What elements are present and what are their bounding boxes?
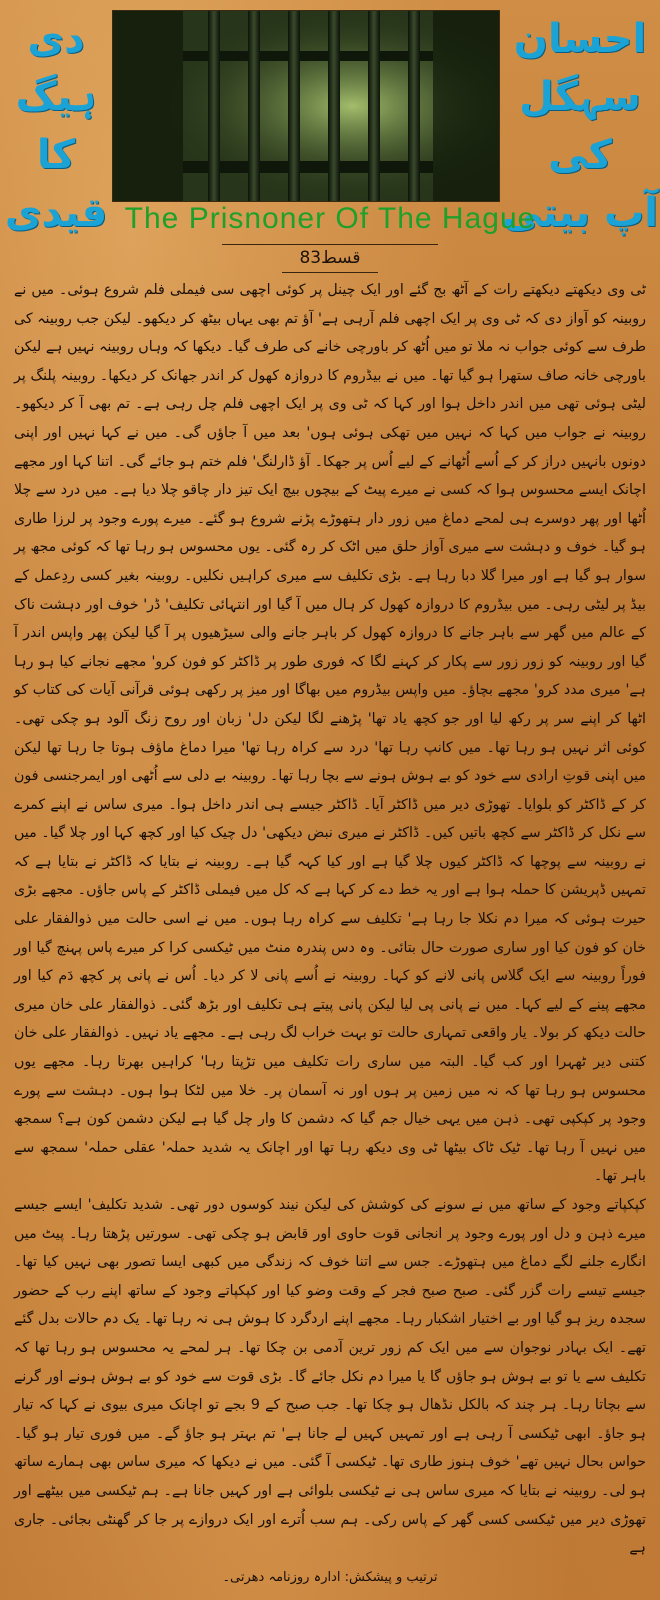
english-title: The Prisnoner Of The Hague: [124, 202, 536, 235]
title-line: قیدی: [4, 190, 108, 236]
title-line: کی: [548, 132, 612, 178]
prison-cell-image: [112, 10, 500, 202]
title-line: کا: [36, 132, 76, 178]
article-paragraph: ٹی وی دیکھتے دیکھتے رات کے آٹھ بج گئے اور ایک چینل پر کوئی اچھی سی فیملی فلم شروع ہوئی۔ میں نے روبینہ کو آواز دی کہ ٹی وی پر ایک اچھی فلم آرہی ہے' آؤ تم بھی یہاں بیٹھ کر دیکھو۔ لیکن جب روبینہ کی طرف سے کوئی جواب نہ ملا تو میں اُٹھ کر باورچی خانے کی طرف گیا۔ دیکھا کہ وہاں روبینہ نہیں ہے لیکن باورچی خانہ صاف ستھرا ہو گیا تھا۔ میں نے بیڈروم کا دروازہ کھول کر اندر جھانک کر دیکھا۔ روبینہ پلنگ پر لیٹی ہوئی تھی میں اندر داخل ہوا اور کہا کہ ٹی وی پر ایک اچھی فلم چل رہی ہے۔ تم بھی آ کر دیکھو۔ روبینہ نے جواب میں کہا کہ نہیں میں تھکی ہوئی ہوں' بعد میں آ جاؤں گی۔ میں نے کہا نہیں اور اپنی دونوں بانہیں دراز کر کے اُسے اُٹھانے کے لیے اُس پر جھکا۔ آؤ ڈارلنگ' فلم ختم ہو جائے گی۔ اتنا کہا اور مجھے اچانک ایسے محسوس ہوا کہ کسی نے میرے پیٹ کے بیچوں بیچ ایک تیز دار چاقو چلا دیا ہے۔ میں درد سے چلا اُٹھا اور پھر دوسرے ہی لمحے دماغ میں زور دار ہتھوڑے پڑنے شروع ہو گئے۔ میرے پورے وجود پر لرزا طاری ہو گیا۔ خوف و دہشت سے میری آواز حلق میں اٹک کر رہ گئی۔ یوں محسوس ہو رہا تھا کہ کوئی مجھ پر سوار ہو گیا ہے اور میرا گلا دبا رہا ہے۔ بڑی تکلیف سے میری کراہیں نکلیں۔ روبینہ بغیر کسی ردِعمل کے بیڈ پر لیٹی رہی۔ میں بیڈروم کا دروازہ کھول کر ہال میں آ گیا اور انتہائی تکلیف' ڈر' خوف اور دہشت ناک کے عالم میں گھر سے باہر جانے کا دروازہ کھول کر باہر جانے والی سیڑھیوں پر آ گیا لیکن پھر واپس اندر آ گیا اور روبینہ کو زور زور سے پکار کر کہنے لگا کہ فوری طور پر ڈاکٹر کو فون کرو' مجھے نجانے کیا ہو رہا ہے' میری مدد کرو' مجھے بچاؤ۔ میں واپس بیڈروم میں بھاگا اور میز پر رکھی ہوئی قرآنی آیات کی کتاب کو اٹھا کر اپنے سر پر رکھ لیا اور جو کچھ یاد تھا' پڑھنے لگا لیکن دل' زبان اور روح زنگ آلود ہو چکی تھی۔ کوئی اثر نہیں ہو رہا تھا۔ میں کانپ رہا تھا' درد سے کراہ رہا تھا' میرا دماغ ماؤف ہوتا جا رہا تھا لیکن میں اپنی قوتِ ارادی سے خود کو بے ہوش ہونے سے بچا رہا تھا۔ روبینہ بے دلی سے اُٹھی اور ایمرجنسی فون کر کے ڈاکٹر کو بلوایا۔ تھوڑی دیر میں ڈاکٹر آیا۔ ڈاکٹر جیسے ہی اندر داخل ہوا۔ میری ساس نے اپنے کمرے سے نکل کر ڈاکٹر سے کچھ باتیں کیں۔ ڈاکٹر نے میری نبض دیکھی' دل چیک کیا اور کچھ کہا اور چلا گیا۔ میں نے روبینہ سے پوچھا کہ ڈاکٹر کیوں چلا گیا ہے اور کیا کہہ گیا ہے۔ روبینہ نے بتایا کہ ڈاکٹر نے بتایا ہے کہ تمہیں ڈپریشن کا حملہ ہوا ہے اور یہ خط دے کر کہا ہے کہ کل میں فیملی ڈاکٹر کے پاس جاؤں۔ مجھے بڑی حیرت ہوئی کہ میرا دم نکلا جا رہا ہے' تکلیف سے کراہ رہا ہوں۔ میں نے اسی حالت میں ذوالفقار علی خان کو فون کیا اور ساری صورت حال بتائی۔ وہ دس پندرہ منٹ میں ٹیکسی کرا کر میرے پاس پہنچ گیا اور فوراً روبینہ سے ایک گلاس پانی لانے کو کہا۔ روبینہ نے اُسے پانی لا کر دیا۔ اُس نے پانی پر کچھ دَم کیا اور مجھے پینے کے لیے کہا۔ میں نے پانی پی لیا لیکن پانی پیتے ہی تکلیف اور بڑھ گئی۔ ذوالفقار علی خان میری حالت دیکھ کر بولا۔ یار واقعی تمہاری حالت تو بہت خراب لگ رہی ہے۔ مجھے یاد نہیں۔ ذوالفقار علی خان کتنی دیر ٹھہرا اور کب گیا۔ البتہ میں ساری رات تکلیف میں تڑپتا رہا' کراہیں بھرتا رہا۔ مجھے یوں محسوس ہو رہا تھا کہ نہ میں زمین پر ہوں اور نہ آسمان پر۔ خلا میں لٹکا ہوا ہوں۔ دہشت سے پورے وجود پر کپکپی تھی۔ ذہن میں یہی خیال جم گیا کہ دشمن کا وار چل گیا ہے لیکن دشمن کون ہے؟ سمجھ میں نہیں آ رہا تھا۔ ٹیک ٹاک بیٹھا ٹی وی دیکھ رہا تھا اور اچانک یہ شدید حملہ' عقلی حملہ' سمجھ سے باہر تھا۔: [14, 282, 646, 1185]
installment-divider: [282, 272, 378, 273]
title-line: آپ بیتی: [502, 190, 658, 236]
credit-line: ترتیب و پیشکش: ادارہ روزنامہ دھرتی۔: [222, 1570, 438, 1585]
article-paragraph: کپکپاتے وجود کے ساتھ میں نے سونے کی کوشش کی لیکن نیند کوسوں دور تھی۔ شدید تکلیف' ایسے جیسے میرے ذہن و دل اور پورے وجود پر انجانی قوت حاوی اور قابض ہو چکی تھی۔ سورتیں پڑھتا رہا۔ پیٹ میں انگارے جلنے لگے دماغ میں ہتھوڑے۔ جس سے اتنا خوف کہ زندگی میں کبھی ایسا تصور بھی نہیں کیا تھا۔ جیسے تیسے رات گزر گئی۔ صبح صبح فجر کے وقت وضو کیا اور کپکپاتے وجود کے ساتھ اپنے رب کے حضور سجدہ ریز ہو گیا اور بے اختیار اشکبار رہا۔ مجھے اپنے اردگرد کا ہوش ہی نہ رہا تھا۔ یک دم حالات بدل گئے تھے۔ ایک بہادر نوجوان سے میں ایک کم زور ترین آدمی بن چکا تھا۔ ہر لمحے یہ محسوس ہو رہا تھا کہ تکلیف سے یا تو بے ہوش ہو جاؤں گا یا میرا دم نکل جائے گا۔ بڑی قوت سے خود کو بے ہوش ہونے اور گرنے سے بچاتا رہا۔ ہر چند کہ بالکل نڈھال ہو چکا تھا۔ جب صبح کے 9 بجے تو اچانک میری بیوی نے کہا کہ تیار ہو جاؤ۔ ابھی ٹیکسی آ رہی ہے اور تمہیں کہیں لے جانا ہے' تم بہتر ہو جاؤ گے۔ میں فوری تیار ہو گیا۔ حواس بحال نہیں تھے' خوف ہنوز طاری تھا۔ ٹیکسی آ گئی۔ میں نے دیکھا کہ میری ساس بھی ہمارے ساتھ ہو لی۔ روبینہ نے بتایا کہ میری ساس ہی نے ٹیکسی بلوائی ہے اور کہیں جانا ہے۔ ہم ٹیکسی میں بیٹھے اور تھوڑی دیر میں ٹیکسی کسی گھر کے پاس رکی۔ ہم سب اُترے اور ایک دروازے پر جا کر گھنٹی بجائی۔ جاری ہے: [14, 1197, 646, 1557]
installment-label: قسط83: [299, 248, 361, 268]
title-line: دی ہیگ: [15, 16, 97, 120]
article-body: [14, 276, 646, 1563]
title-line: احسان سہگل: [513, 16, 647, 120]
title-divider: [222, 244, 438, 245]
prison-bars-illustration: [113, 11, 499, 201]
